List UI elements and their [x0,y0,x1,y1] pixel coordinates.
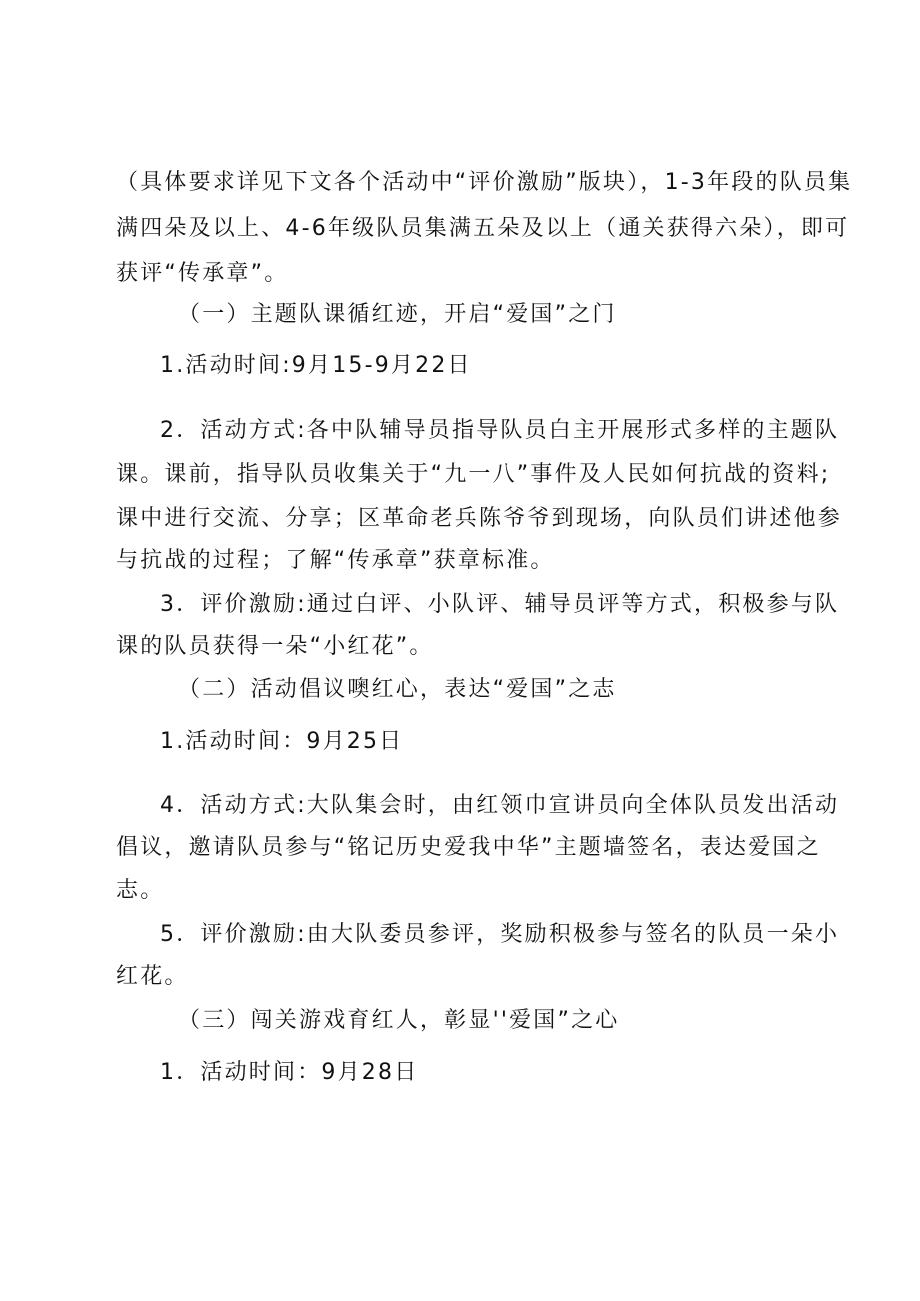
section-2-method-line-1: 4．活动方式:大队集会时，由红领巾宣讲员向全体队员发出活动 [160,793,840,818]
intro-line-3: 获评“传承章”。 [116,261,289,286]
section-3-heading: （三）闯关游戏育红人，彰显''爱国”之心 [178,1008,620,1033]
section-1-eval-line-1: 3．评价激励:通过白评、小队评、辅导员评等方式，积极参与队 [160,592,840,617]
intro-line-2: 满四朵及以上、4-6年级队员集满五朵及以上（通关获得六朵），即可 [116,216,850,241]
section-2-heading: （二）活动倡议噢红心，表达“爱国”之志 [178,677,617,702]
section-1-time: 1.活动时间:9月15-9月22日 [160,353,472,378]
section-2-method-line-3: 志。 [116,878,165,903]
intro-line-1: （具体要求详见下文各个活动中“评价激励”版块），1-3年段的队员集 [116,170,853,195]
section-1-eval-line-2: 课的队员获得一朵“小红花”。 [116,634,434,659]
section-1-method-line-4: 与抗战的过程；了解“传承章”获章标准。 [116,548,555,573]
section-1-method-line-2: 课。课前，指导队员收集关于“九一八”事件及人民如何抗战的资料; [116,462,831,487]
section-2-eval-line-2: 红花。 [116,964,189,989]
section-1-method-line-3: 课中进行交流、分享；区革命老兵陈爷爷到现场，向队员们讲述他参 [116,506,843,531]
section-1-heading: （一）主题队课循红迹，开启“爱国”之门 [178,302,617,327]
section-1-method-line-1: 2．活动方式:各中队辅导员指导队员白主开展形式多样的主题队 [160,418,840,443]
section-2-eval-line-1: 5．评价激励:由大队委员参评，奖励积极参与签名的队员一朵小 [160,922,840,947]
section-2-method-line-2: 倡议，邀请队员参与“铭记历史爱我中华”主题墙签名，表达爱国之 [116,835,821,860]
section-3-time: 1．活动时间：9月28日 [160,1060,419,1085]
section-2-time: 1.活动时间：9月25日 [160,729,404,754]
